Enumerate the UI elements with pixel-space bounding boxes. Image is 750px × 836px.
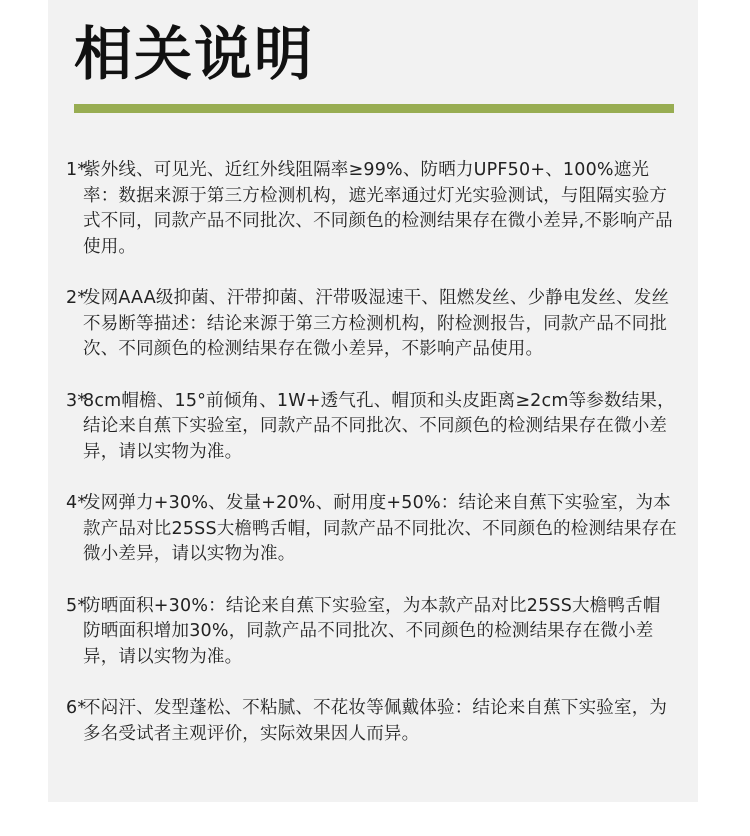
note-item-3 <box>66 389 678 466</box>
note-marker: 6* <box>66 698 87 718</box>
note-marker: 1* <box>66 160 87 180</box>
note-text: 不闷汗、发型蓬松、不粘腻、不花妆等佩戴体验：结论来自蕉下实验室，为多名受试者主观评价，实际效果因人而异。 <box>83 698 668 744</box>
note-marker: 3* <box>66 390 87 411</box>
note-marker: 4* <box>66 493 87 513</box>
note-text: 发网AAA级抑菌、汗带抑菌、汗带吸湿速干、阻燃发丝、少静电发丝、发丝不易断等描述：结论来源于第三方检测机构，附检测报告，同款产品不同批次、不同颜色的检测结果存在微小差异，不影响产品使用。 <box>83 288 670 359</box>
note-marker: 5* <box>66 595 87 616</box>
note-text: 防晒面积+30%：结论来自蕉下实验室，为本款产品对比25SS大檐鸭舌帽防晒面积增加30%，同款产品不同批次、不同颜色的检测结果存在微小差异，请以实物为准。 <box>83 595 661 667</box>
note-text: 紫外线、可见光、近红外线阻隔率≥99%、防晒力UPF50+、100%遮光率：数据来源于第三方检测机构，遮光率通过灯光实验测试，与阻隔实验方式不同，同款产品不同批次、不同颜色的检测结果存在微小差异,不影响产品使用。 <box>83 160 673 257</box>
title-underline <box>74 104 674 113</box>
note-item-2 <box>66 286 678 363</box>
notes-list <box>66 158 678 773</box>
page-title: 相关说明 <box>74 20 315 88</box>
note-item-6 <box>66 696 678 747</box>
note-marker: 2* <box>66 288 87 308</box>
note-item-4 <box>66 491 678 568</box>
note-item-1 <box>66 158 678 260</box>
note-text: 发网弹力+30%、发量+20%、耐用度+50%：结论来自蕉下实验室，为本款产品对比25SS大檐鸭舌帽，同款产品不同批次、不同颜色的检测结果存在微小差异，请以实物为准。 <box>83 493 677 564</box>
note-text: 8cm帽檐、15°前倾角、1W+透气孔、帽顶和头皮距离≥2cm等参数结果，结论来自蕉下实验室，同款产品不同批次、不同颜色的检测结果存在微小差异，请以实物为准。 <box>83 390 675 462</box>
note-item-5 <box>66 594 678 671</box>
